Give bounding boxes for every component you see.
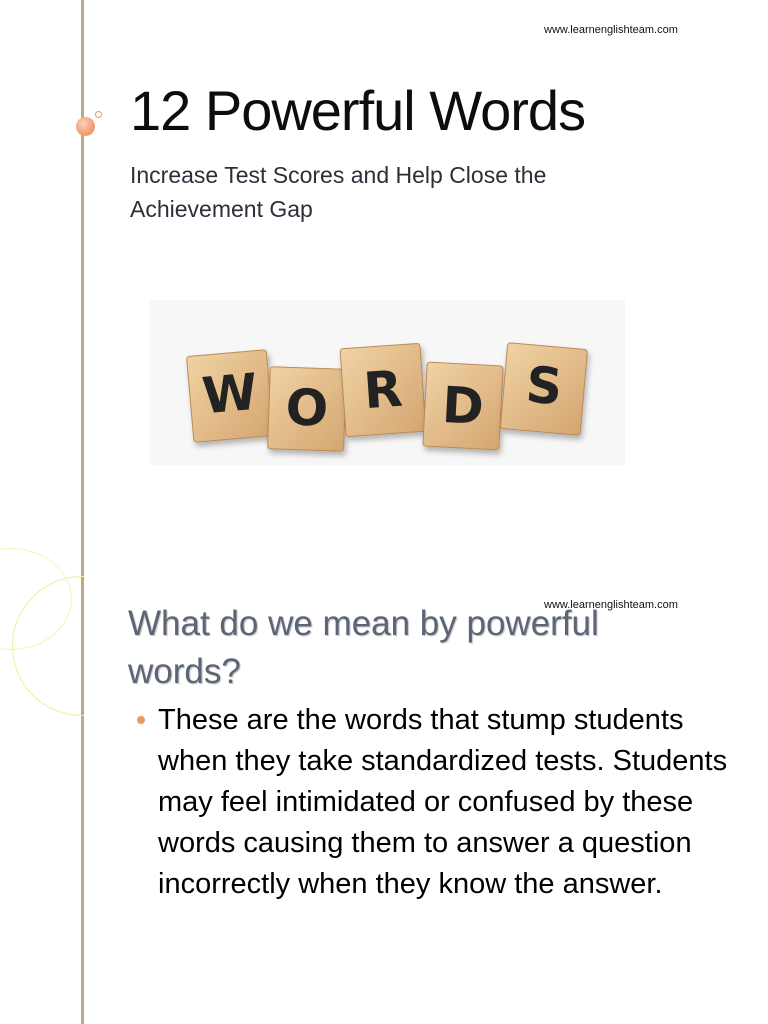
svg-text:R: R	[361, 359, 405, 421]
bullet-paragraph: These are the words that stump students when they take standardized tests. Students may feel intimidated or confused by these words causing them to answer a question incorrectly when they know the answer.	[158, 704, 728, 900]
words-tiles-image	[150, 300, 625, 465]
vertical-rule	[81, 0, 84, 1024]
small-dot-decoration	[95, 111, 102, 118]
tile-o	[268, 367, 347, 452]
website-url: www.learnenglishteam.com	[544, 24, 678, 36]
bullet-dot-icon	[137, 716, 145, 724]
tile-s	[500, 343, 587, 436]
website-url-second: www.learnenglishteam.com	[544, 599, 678, 611]
tile-w	[186, 350, 273, 443]
section-heading: What do we mean by powerful words?	[128, 604, 599, 691]
svg-text:D: D	[440, 375, 486, 437]
orange-dot-decoration	[76, 117, 95, 136]
svg-text:S: S	[523, 355, 565, 417]
svg-text:O: O	[284, 378, 330, 438]
slide-subtitle: Increase Test Scores and Help Close the Achievement Gap	[130, 162, 547, 222]
tile-d	[423, 362, 503, 450]
tile-r	[340, 343, 426, 436]
svg-text:W: W	[199, 362, 260, 426]
slide-title: 12 Powerful Words	[130, 79, 586, 142]
